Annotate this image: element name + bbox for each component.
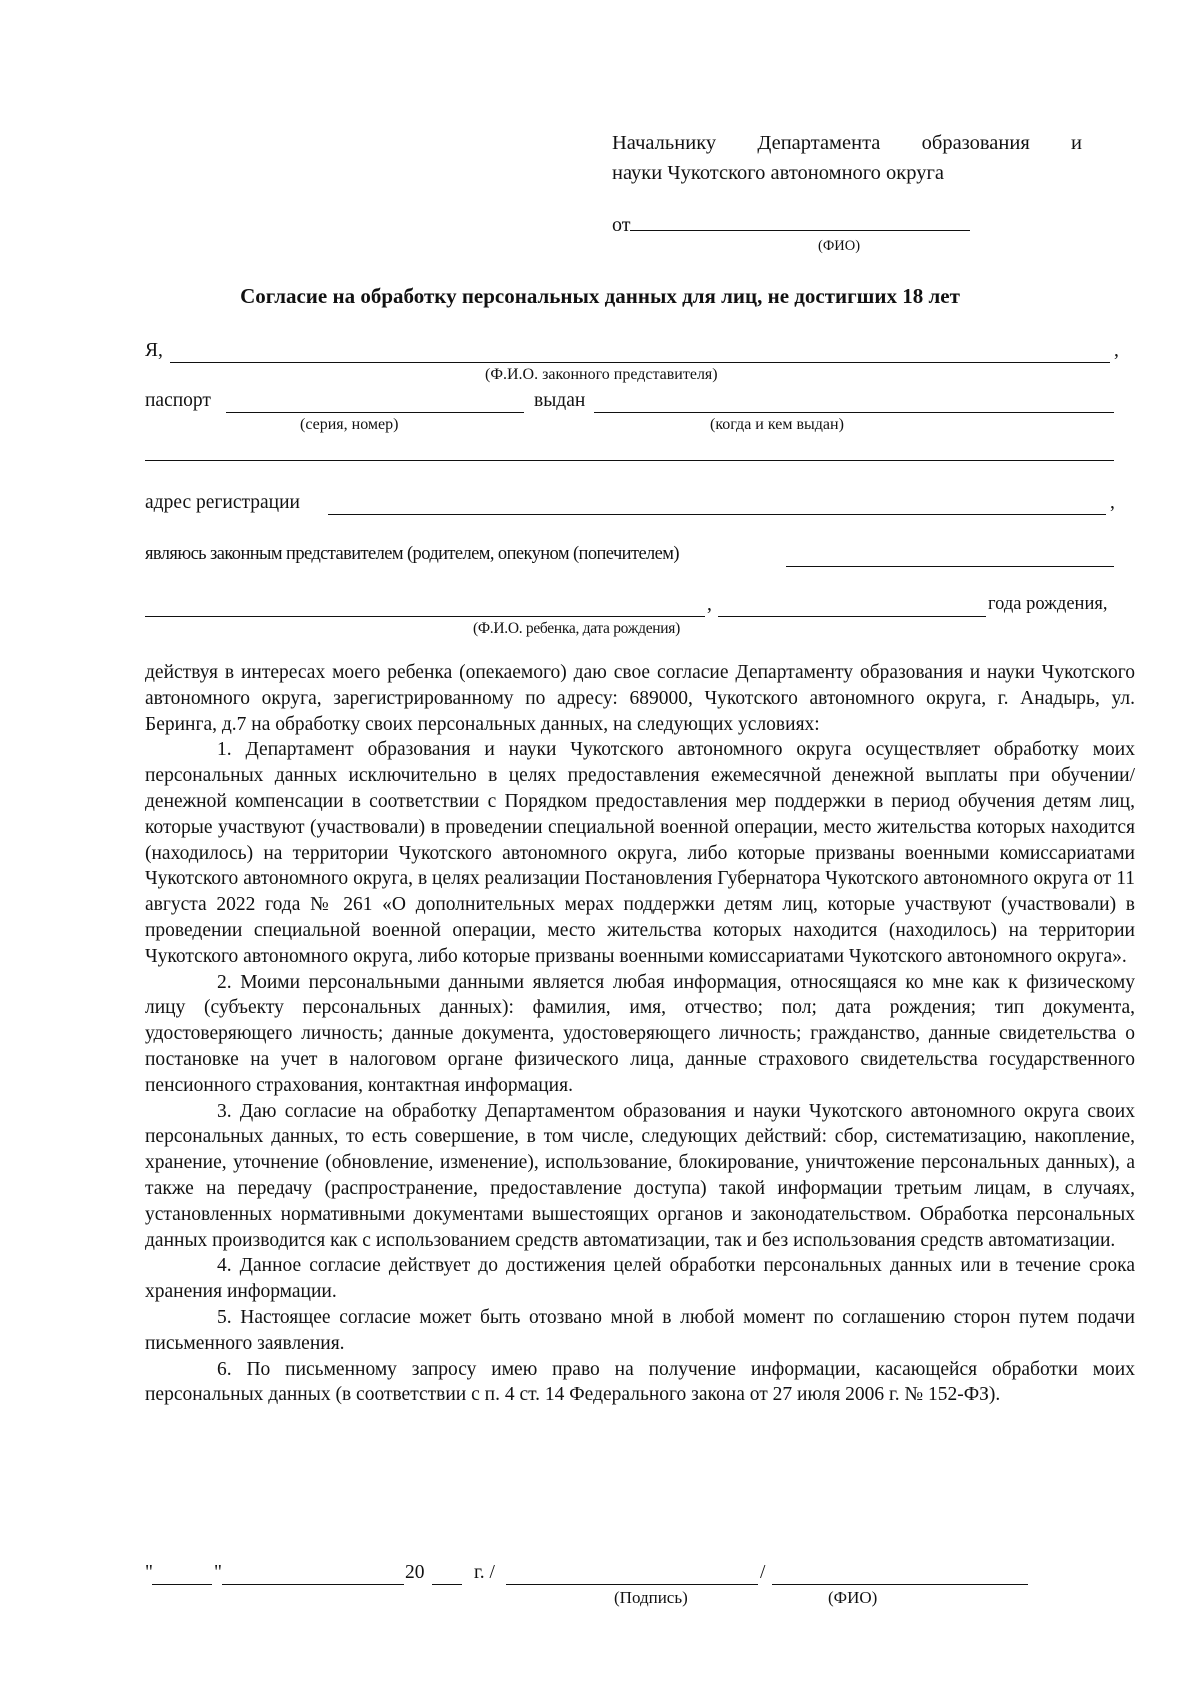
passport-label: паспорт [145, 390, 211, 411]
from-fio-line[interactable] [630, 212, 970, 231]
issued-label: выдан [534, 390, 586, 411]
signature-fio-line[interactable] [772, 1584, 1028, 1585]
birth-label: года рождения, [988, 594, 1108, 614]
addressee-line-2: науки Чукотского автономного округа [612, 162, 945, 184]
issued-caption: (когда и кем выдан) [710, 416, 844, 433]
date-day-line[interactable] [152, 1584, 212, 1585]
signature-fio-caption: (ФИО) [828, 1588, 878, 1607]
child-caption: (Ф.И.О. ребенка, дата рождения) [473, 620, 680, 637]
representative-comma: , [1114, 340, 1119, 361]
date-quote-open: " [145, 1562, 153, 1583]
from-label: от [612, 214, 631, 236]
document-title: Согласие на обработку персональных данных для лиц, не достигших 18 лет [240, 284, 960, 308]
address-comma: , [1110, 492, 1115, 513]
clause-4: 4. Данное согласие действует до достижения целей обработки персональных данных или в течение срока хранения информации. [145, 1255, 1135, 1303]
clause-6: 6. По письменному запросу имею право на получение информации, касающейся обработки моих персональных данных (в соответствии с п. 4 ст. 14 Федерального закона от 27 июля 2006 г. № 152-ФЗ). [145, 1358, 1135, 1406]
signature-line[interactable] [506, 1584, 758, 1585]
birth-date-line[interactable] [718, 616, 986, 617]
child-name-line[interactable] [145, 616, 705, 617]
clause-3: 3. Даю согласие на обработку Департаментом образования и науки Чукотского автономного округа своих персональных данных, то есть совершение, в том числе, следующих действий: сбор, систематизацию, накопление, хранение, уточнение (обновление, изменение), использование, блокирование, уничтожение персональных данных), а также на передачу (распространение, предоставление доступа) такой информации третьим лицам, в случаях, установленных нормативными документами вышестоящих органов и законодательством. Обработка персональных данных производится как с использованием средств автоматизации, так и без использования средств автоматизации. [145, 1100, 1135, 1251]
guardian-label: являюсь законным представителем (родителем, опекуном (попечителем) [145, 544, 679, 564]
from-fio-caption: (ФИО) [818, 238, 861, 254]
from-field [612, 212, 970, 237]
body-intro: действуя в интересах моего ребенка (опекаемого) даю свое согласие Департаменту образования и науки Чукотского автономного округа, зарегистрированному по адресу: 689000, Чукотского автономного округа, г. Анадырь, ул. Беринга, д.7 на обработку своих персональных данных, на следующих условиях: [145, 662, 1135, 735]
date-month-line[interactable] [222, 1584, 404, 1585]
date-year-line[interactable] [432, 1584, 462, 1585]
addressee-line-1: Начальнику Департамента образования и [612, 132, 1082, 154]
date-quote-close: " [214, 1562, 222, 1583]
clause-2: 2. Моими персональными данными является любая информация, относящаяся ко мне как к физическому лицу (субъекту персональных данных): фамилия, имя, отчество; пол; дата рождения; тип документа, удостоверяющего личность; данные документа, удостоверяющего личность; гражданство, данные свидетельства о постановке на учет в налоговом органе физического лица, данные страхового свидетельства государственного пенсионного страхования, контактная информация. [145, 971, 1135, 1096]
year-prefix: 20 [405, 1562, 425, 1583]
series-caption: (серия, номер) [300, 416, 399, 433]
year-suffix: г. / [474, 1562, 495, 1583]
representative-name-line[interactable] [170, 362, 1110, 363]
addressee-block [612, 128, 1082, 188]
signature-caption: (Подпись) [614, 1588, 688, 1607]
address-label: адрес регистрации [145, 492, 300, 513]
clause-1: 1. Департамент образования и науки Чукотского автономного округа осуществляет обработку моих персональных данных исключительно в целях предоставления ежемесячной денежной выплаты при обучении/ денежной компенсации в соответствии с Порядком предоставления мер поддержки в период обучения детям лиц, которые участвуют (участвовали) в проведении специальной военной операции, место жительства которых находится (находилось) на территории Чукотского автономного округа, либо которые призваны военными комиссариатами Чукотского автономного округа, в целях реализации Постановления Губернатора Чукотского автономного округа от 11 августа 2022 года № 261 «О дополнительных мерах поддержки детям лиц, которые участвуют (участвовали) в проведении специальной военной операции, место жительства которых находится (находилось) на территории Чукотского автономного округа, либо которые призваны военными комиссариатами Чукотского автономного округа». [145, 739, 1135, 967]
passport-extra-line[interactable] [145, 460, 1114, 461]
passport-series-line[interactable] [226, 412, 524, 413]
signature-slash: / [760, 1562, 766, 1583]
clause-5: 5. Настоящее согласие может быть отозвано мной в любой момент по соглашению сторон путем подачи письменного заявления. [145, 1306, 1135, 1354]
address-line[interactable] [328, 514, 1106, 515]
child-comma: , [707, 594, 712, 615]
guardian-line[interactable] [786, 566, 1114, 567]
passport-issued-line[interactable] [594, 412, 1114, 413]
i-label: Я, [145, 340, 163, 361]
consent-body [145, 660, 1135, 1408]
representative-caption: (Ф.И.О. законного представителя) [485, 366, 718, 383]
